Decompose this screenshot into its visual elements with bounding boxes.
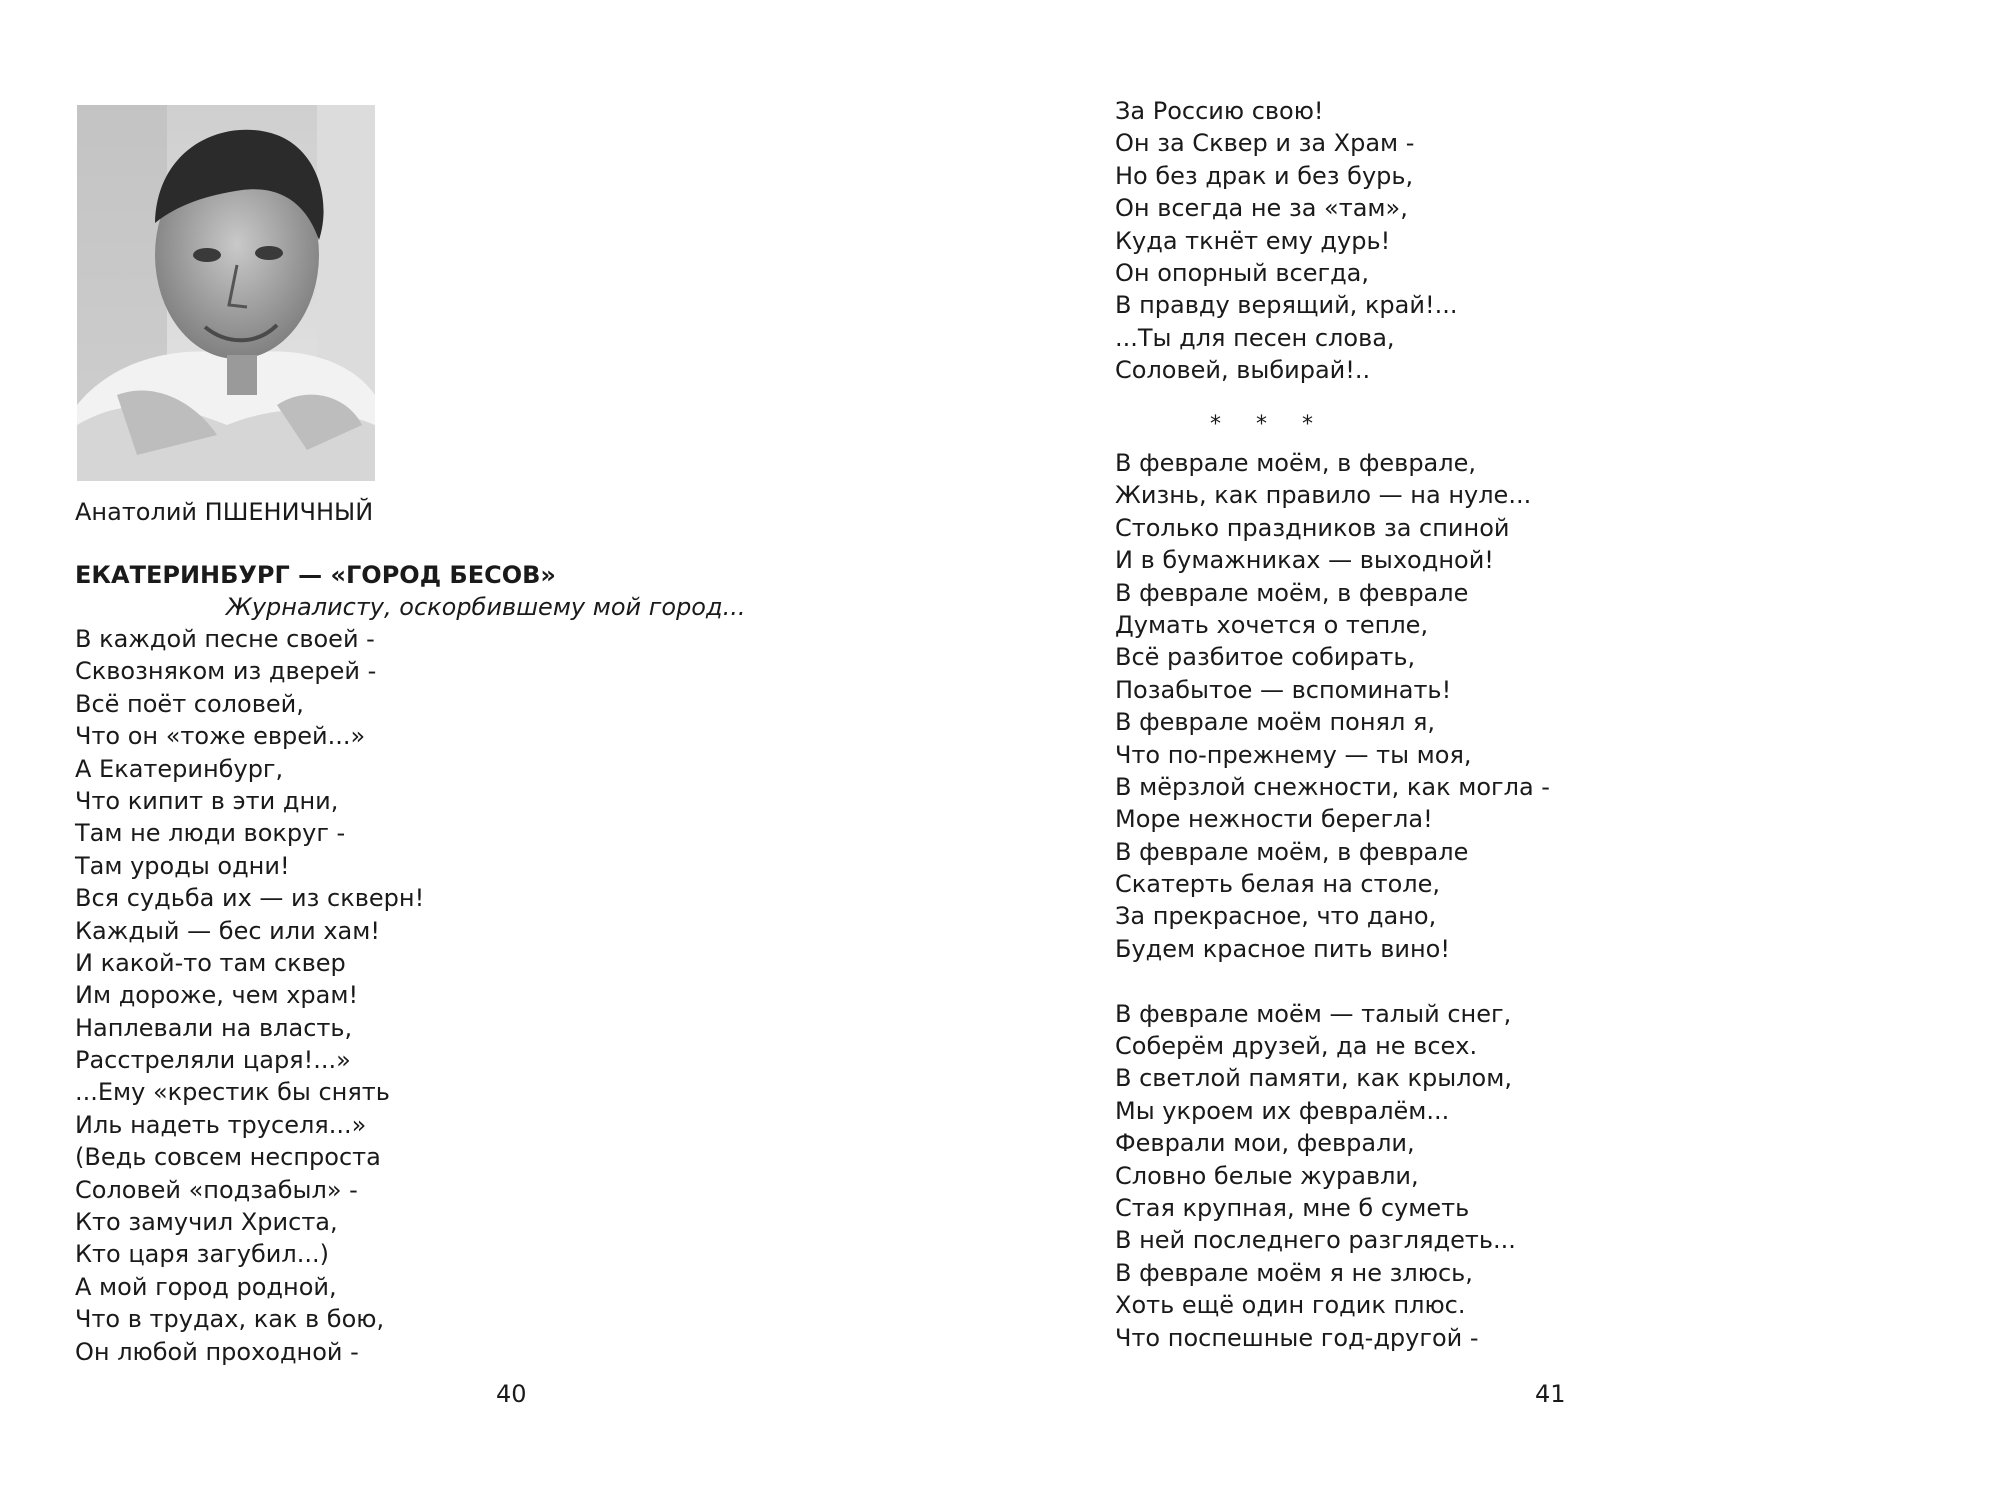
verse-line: Наплевали на власть, xyxy=(75,1013,353,1042)
verse-line: В светлой памяти, как крылом, xyxy=(1115,1064,1512,1093)
poem-epigraph: Журналисту, оскорбившему мой город... xyxy=(226,593,746,621)
section-separator: * * * xyxy=(1210,412,1327,437)
author-portrait-photo xyxy=(77,105,375,481)
portrait-image xyxy=(77,105,375,481)
verse-line: За прекрасное, что дано, xyxy=(1115,902,1437,931)
verse-line: Будем красное пить вино! xyxy=(1115,934,1450,963)
verse-line: Он опорный всегда, xyxy=(1115,258,1370,287)
verse-line: Стая крупная, мне б суметь xyxy=(1115,1193,1470,1222)
verse-line: Там не люди вокруг - xyxy=(75,819,346,848)
verse-line: Словно белые журавли, xyxy=(1115,1161,1419,1190)
verse-line: Расстреляли царя!...» xyxy=(75,1046,351,1075)
verse-line: Соберём друзей, да не всех. xyxy=(1115,1032,1478,1061)
verse-line: Соловей, выбирай!.. xyxy=(1115,356,1371,385)
verse-line: Иль надеть труселя...» xyxy=(75,1110,367,1139)
verse-line: И какой-то там сквер xyxy=(75,948,346,977)
verse-line: В мёрзлой снежности, как могла - xyxy=(1115,772,1550,801)
verse-line: Он за Сквер и за Храм - xyxy=(1115,129,1415,158)
poem-title: ЕКАТЕРИНБУРГ — «ГОРОД БЕСОВ» xyxy=(75,561,556,589)
verse-line: В феврале моём, в феврале xyxy=(1115,578,1469,607)
poem-continuation xyxy=(1115,95,1457,387)
verse-line: Он всегда не за «там», xyxy=(1115,194,1408,223)
verse-line: Кто замучил Христа, xyxy=(75,1208,338,1237)
verse-line: В феврале моём я не злюсь, xyxy=(1115,1258,1473,1287)
verse-line: Что по-прежнему — ты моя, xyxy=(1115,740,1472,769)
verse-line: Он любой проходной - xyxy=(75,1337,359,1366)
verse-line: ...Ему «крестик бы снять xyxy=(75,1078,390,1107)
verse-line: Каждый — бес или хам! xyxy=(75,916,380,945)
verse-line: Мы укроем их февралём... xyxy=(1115,1096,1450,1125)
verse-line: И в бумажниках — выходной! xyxy=(1115,546,1494,575)
verse-line: Там уроды одни! xyxy=(75,851,290,880)
verse-line: Море нежности берегла! xyxy=(1115,805,1433,834)
verse-line: ...Ты для песен слова, xyxy=(1115,323,1395,352)
verse-line: В каждой песне своей - xyxy=(75,625,375,653)
poem-verse-left xyxy=(75,623,424,1368)
verse-line: Феврали мои, феврали, xyxy=(1115,1129,1415,1158)
author-name: Анатолий ПШЕНИЧНЫЙ xyxy=(75,498,374,526)
verse-line: В феврале моём — талый снег, xyxy=(1115,999,1512,1028)
verse-line: Вся судьба их — из скверн! xyxy=(75,884,425,913)
verse-line: А мой город родной, xyxy=(75,1272,337,1301)
verse-line: В феврале моём понял я, xyxy=(1115,708,1436,737)
verse-line: Всё поёт соловей, xyxy=(75,689,304,718)
verse-line: Кто царя загубил...) xyxy=(75,1240,329,1269)
verse-line: Куда ткнёт ему дурь! xyxy=(1115,226,1391,255)
verse-line: Им дороже, чем храм! xyxy=(75,981,359,1010)
verse-line: (Ведь совсем неспроста xyxy=(75,1143,381,1172)
verse-line: Соловей «подзабыл» - xyxy=(75,1175,358,1204)
verse-line: Что он «тоже еврей...» xyxy=(75,722,366,751)
verse-line: Что в трудах, как в бою, xyxy=(75,1305,385,1334)
verse-line: Что поспешные год-другой - xyxy=(1115,1323,1479,1352)
verse-line: Жизнь, как правило — на нуле... xyxy=(1115,481,1532,510)
verse-line: В феврале моём, в феврале xyxy=(1115,837,1469,866)
page-number-left: 40 xyxy=(496,1380,527,1408)
verse-line: Сквозняком из дверей - xyxy=(75,657,377,686)
verse-line: Позабытое — вспоминать! xyxy=(1115,675,1452,704)
verse-line: Столько праздников за спиной xyxy=(1115,513,1510,542)
verse-line: Хоть ещё один годик плюс. xyxy=(1115,1291,1466,1320)
verse-line: Что кипит в эти дни, xyxy=(75,786,339,815)
verse-line: В правду верящий, край!... xyxy=(1115,291,1458,320)
page-number-right: 41 xyxy=(1535,1380,1566,1408)
poem-february xyxy=(1115,447,1550,1354)
verse-line: В феврале моём, в феврале, xyxy=(1115,449,1476,477)
verse-line: За Россию свою! xyxy=(1115,97,1324,125)
verse-line: Думать хочется о тепле, xyxy=(1115,610,1429,639)
verse-line: В ней последнего разглядеть... xyxy=(1115,1226,1516,1255)
stanza-break xyxy=(1115,965,1550,997)
verse-line: А Екатеринбург, xyxy=(75,754,284,783)
verse-line: Всё разбитое собирать, xyxy=(1115,643,1416,672)
verse-line: Но без драк и без бурь, xyxy=(1115,161,1414,190)
verse-line: Скатерть белая на столе, xyxy=(1115,870,1440,899)
